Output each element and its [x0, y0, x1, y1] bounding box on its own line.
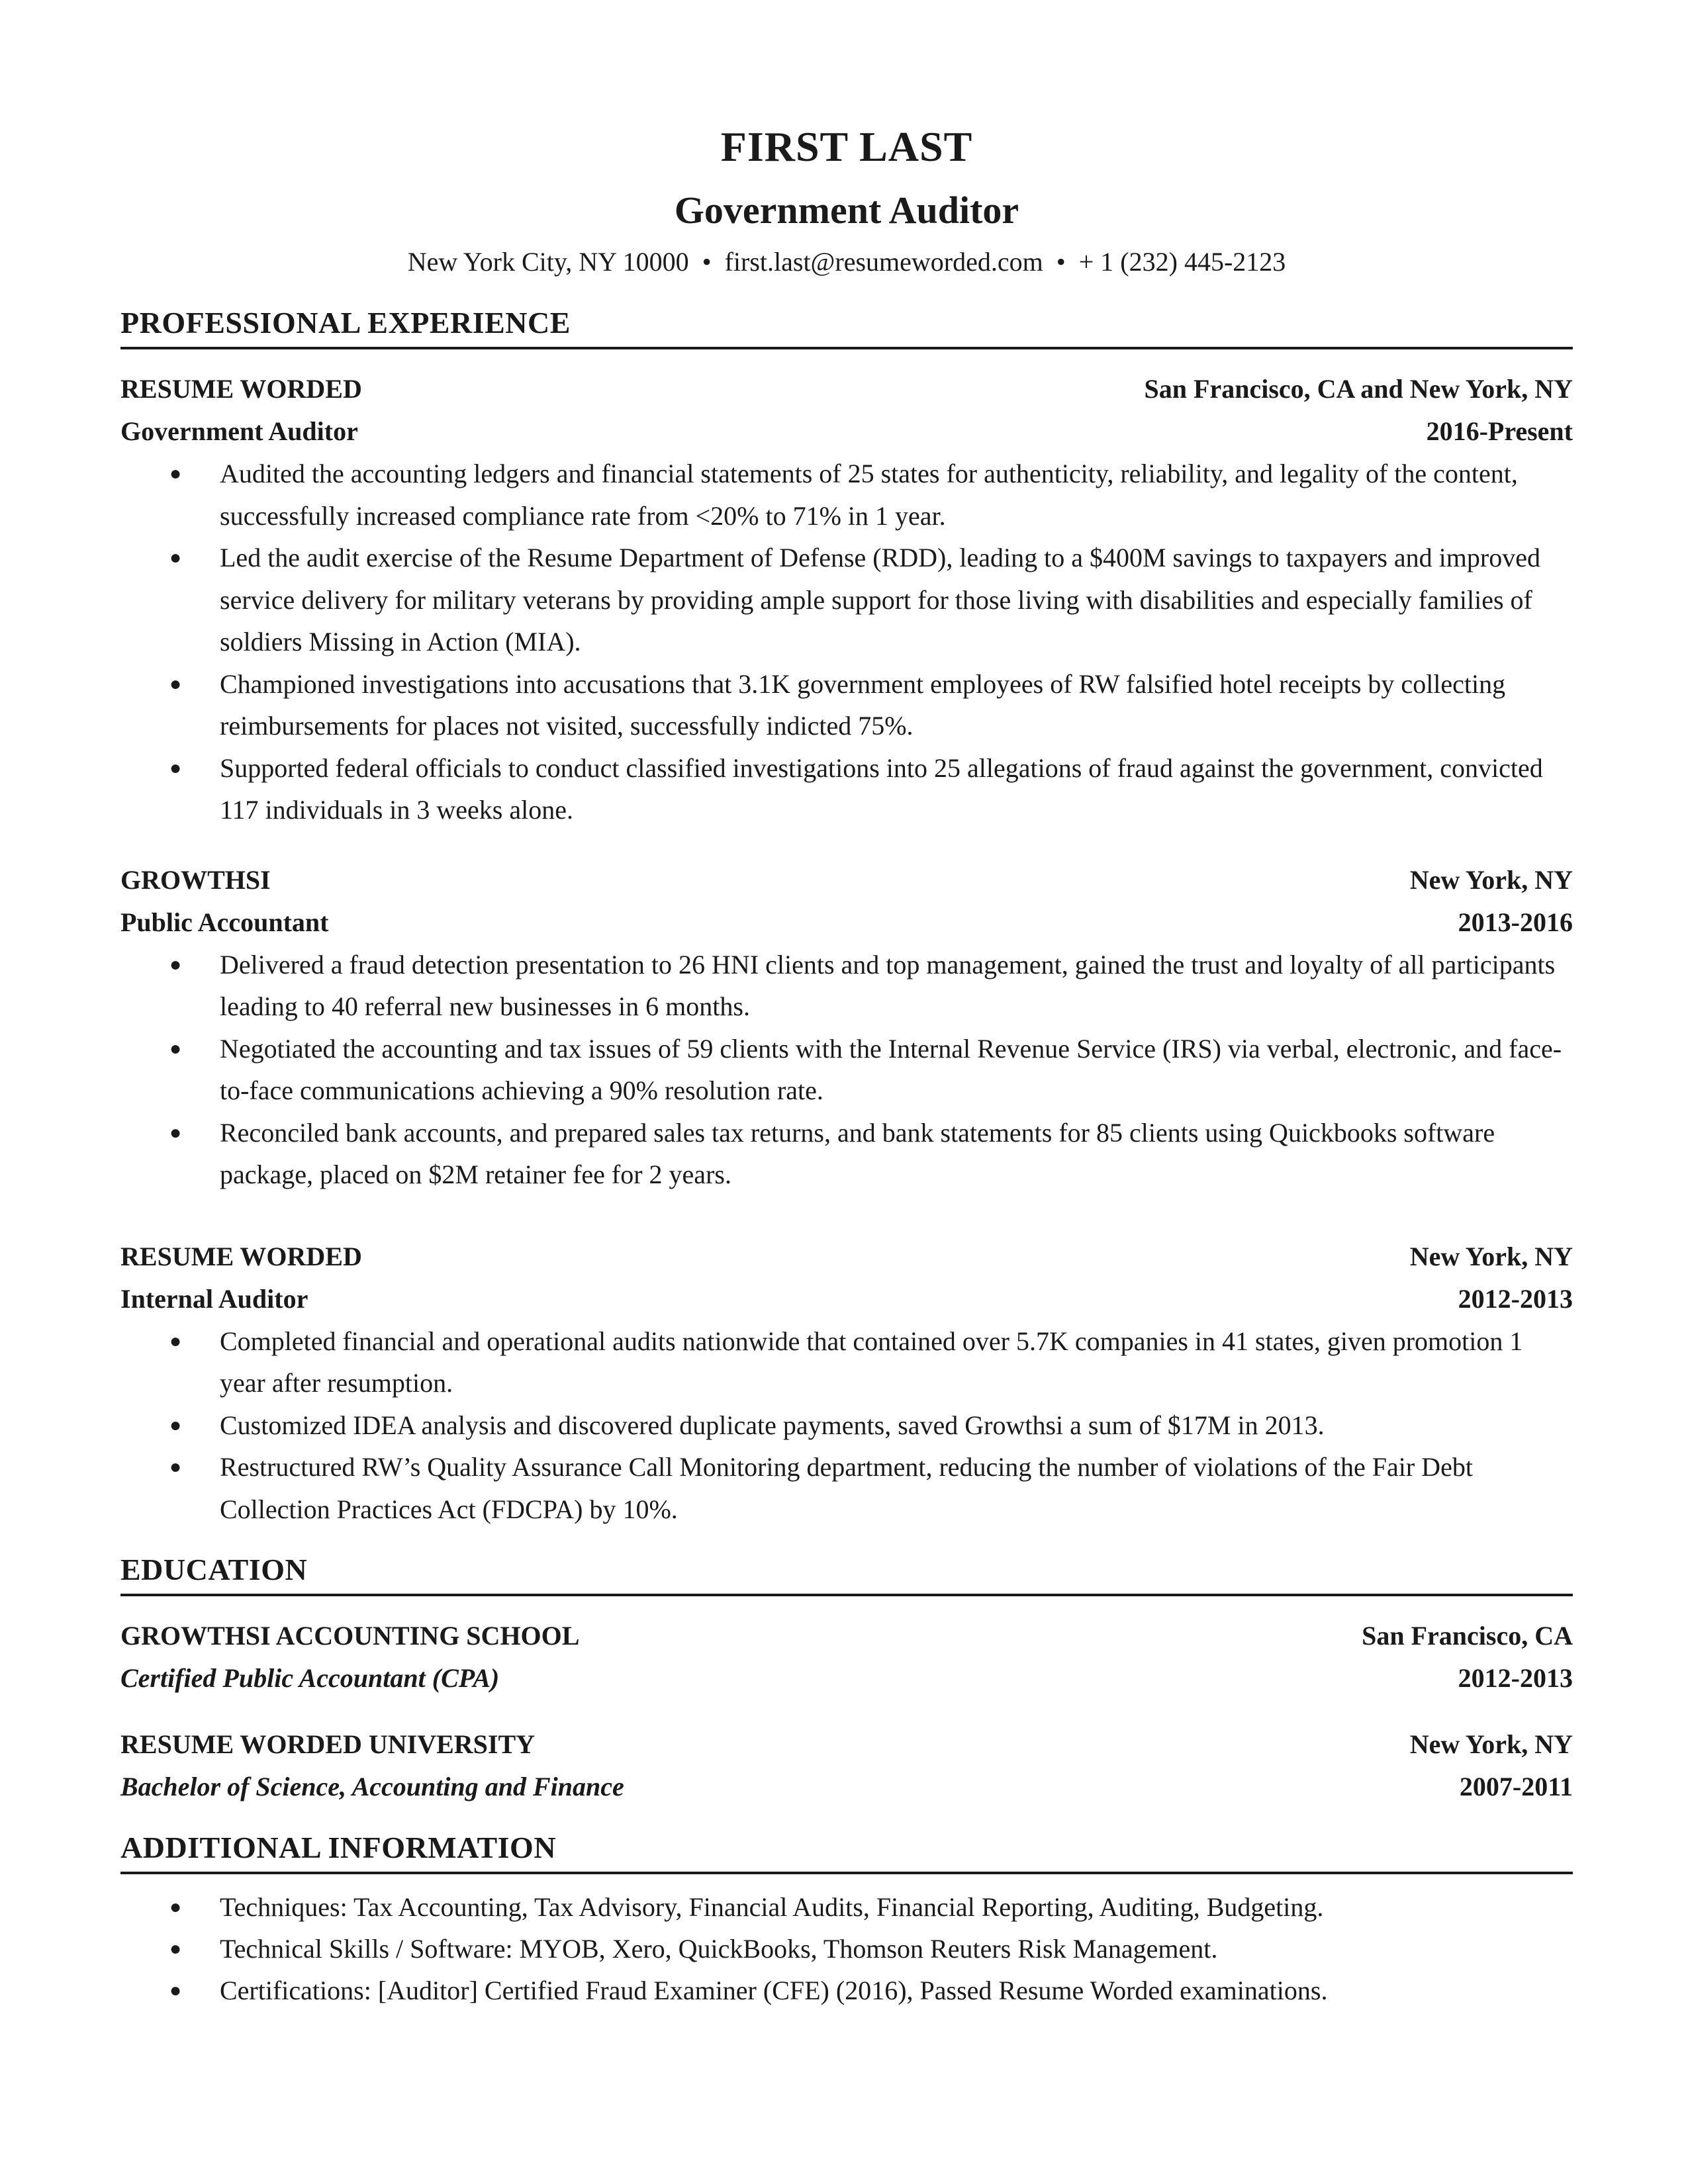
additional-heading: ADDITIONAL INFORMATION [120, 1828, 1573, 1874]
bullet-item [120, 537, 1573, 663]
bullet-icon: ● [169, 1979, 182, 2001]
contact-separator: • [1056, 247, 1066, 277]
bullet-icon: ● [169, 756, 182, 779]
job-entry [120, 859, 1573, 1196]
bullet-text: Delivered a fraud detection presentation to 26 HNI clients and top management, gained the trust and loyalty of all participants leading to 40 referral new businesses in 6 months. [220, 949, 1556, 1021]
contact-separator: • [702, 247, 712, 277]
education-heading: EDUCATION [120, 1550, 1573, 1596]
bullet-text: Audited the accounting ledgers and financial statements of 25 states for authenticity, reliability, and legality of the content, successfully increased compliance rate from <20% to 71% in 1 year. [220, 459, 1518, 531]
bullet-text: Supported federal officials to conduct classified investigations into 25 allegations of fraud against the government, convicted 117 individuals in 3 weeks alone. [220, 752, 1543, 825]
job-entry [120, 1236, 1573, 1531]
education-dates: 2012-2013 [1458, 1663, 1573, 1693]
bullet-text: Reconciled bank accounts, and prepared sales tax returns, and bank statements for 85 clients using Quickbooks software package, placed on $2M retainer fee for 2 years. [220, 1117, 1495, 1189]
bullet-item [120, 747, 1573, 831]
school-location: San Francisco, CA [1362, 1621, 1573, 1651]
bullet-item [120, 1028, 1573, 1112]
resume-page [120, 119, 1573, 2011]
job-subheader [120, 410, 1573, 453]
contact-location: New York City, NY 10000 [407, 247, 689, 277]
education-subheader [120, 1766, 1573, 1808]
bullet-text: Customized IDEA analysis and discovered duplicate payments, saved Growthsi a sum of $17M in 2013. [220, 1410, 1325, 1440]
candidate-name: FIRST LAST [720, 123, 973, 170]
degree-name: Bachelor of Science, Accounting and Finance [120, 1772, 624, 1801]
education-entry [120, 1723, 1573, 1808]
job-role: Government Auditor [120, 416, 358, 446]
education-dates: 2007-2011 [1459, 1772, 1573, 1801]
bullet-item [120, 663, 1573, 747]
school-name: GROWTHSI ACCOUNTING SCHOOL [120, 1621, 580, 1651]
bullet-text: Led the audit exercise of the Resume Department of Defense (RDD), leading to a $400M savings to taxpayers and improved service delivery for military veterans by providing ample support for those living with disabilities and especially families of soldiers Missing in Action (MIA). [220, 543, 1540, 657]
job-company: RESUME WORDED [120, 374, 362, 404]
bullet-icon: ● [169, 953, 182, 976]
job-location: San Francisco, CA and New York, NY [1144, 374, 1573, 404]
job-bullets [120, 944, 1573, 1196]
bullet-item [120, 453, 1573, 537]
bullet-icon: ● [169, 1414, 182, 1436]
bullet-icon: ● [169, 1330, 182, 1352]
bullet-icon: ● [169, 1896, 182, 1918]
bullet-icon: ● [169, 1456, 182, 1478]
job-location: New York, NY [1409, 864, 1573, 895]
bullet-icon: ● [169, 1121, 182, 1144]
contact-line [120, 244, 1573, 281]
bullet-text: Negotiated the accounting and tax issues of 59 clients with the Internal Revenue Service (IRS) via verbal, electronic, and face-to-face communications achieving a 90% resolution rate. [220, 1033, 1562, 1105]
job-header [120, 859, 1573, 901]
bullet-item [120, 1112, 1573, 1196]
bullet-item [120, 1320, 1573, 1404]
education-header [120, 1723, 1573, 1766]
bullet-text: Championed investigations into accusations that 3.1K government employees of RW falsified hotel receipts by collecting reimbursements for places not visited, successfully indicted 75%. [220, 668, 1506, 741]
bullet-text: Restructured RW’s Quality Assurance Call Monitoring department, reducing the number of violations of the Fair Debt Collection Practices Act (FDCPA) by 10%. [220, 1452, 1473, 1524]
job-dates: 2016-Present [1426, 416, 1573, 446]
education-header [120, 1615, 1573, 1657]
job-role: Public Accountant [120, 907, 329, 937]
job-dates: 2013-2016 [1458, 907, 1573, 937]
job-header [120, 1236, 1573, 1278]
bullet-item [120, 944, 1573, 1028]
bullet-text: Certifications: [Auditor] Certified Fraud Examiner (CFE) (2016), Passed Resume Worded examinations. [220, 1976, 1328, 2005]
bullet-text: Techniques: Tax Accounting, Tax Advisory, Financial Audits, Financial Reporting, Auditing, Budgeting. [220, 1892, 1324, 1922]
job-location: New York, NY [1409, 1241, 1573, 1271]
bullet-icon: ● [169, 672, 182, 695]
job-bullets [120, 1320, 1573, 1531]
school-name: RESUME WORDED UNIVERSITY [120, 1729, 536, 1759]
contact-email: first.last@resumeworded.com [724, 247, 1043, 277]
contact-phone: + 1 (232) 445-2123 [1078, 247, 1286, 277]
candidate-title: Government Auditor [674, 189, 1019, 232]
job-role: Internal Auditor [120, 1283, 308, 1314]
job-subheader [120, 901, 1573, 944]
bullet-icon: ● [169, 547, 182, 569]
job-subheader [120, 1278, 1573, 1320]
bullet-item [120, 1886, 1573, 1928]
job-dates: 2012-2013 [1458, 1283, 1573, 1314]
bullet-item [120, 1970, 1573, 2011]
education-entry [120, 1615, 1573, 1700]
job-company: GROWTHSI [120, 864, 271, 895]
job-entry [120, 368, 1573, 831]
education-subheader [120, 1657, 1573, 1700]
degree-name: Certified Public Accountant (CPA) [120, 1663, 500, 1693]
bullet-item [120, 1404, 1573, 1447]
bullet-icon: ● [169, 1938, 182, 1960]
bullet-text: Technical Skills / Software: MYOB, Xero, QuickBooks, Thomson Reuters Risk Management. [220, 1934, 1218, 1964]
bullet-item [120, 1928, 1573, 1970]
experience-heading: PROFESSIONAL EXPERIENCE [120, 303, 1573, 349]
additional-list [120, 1886, 1573, 2011]
bullet-text: Completed financial and operational audits nationwide that contained over 5.7K companies in 41 states, given promotion 1 year after resumption. [220, 1326, 1523, 1398]
bullet-icon: ● [169, 463, 182, 484]
bullet-icon: ● [169, 1037, 182, 1060]
school-location: New York, NY [1409, 1729, 1573, 1759]
job-company: RESUME WORDED [120, 1241, 362, 1271]
job-bullets [120, 453, 1573, 831]
bullet-item [120, 1446, 1573, 1530]
job-header [120, 368, 1573, 410]
